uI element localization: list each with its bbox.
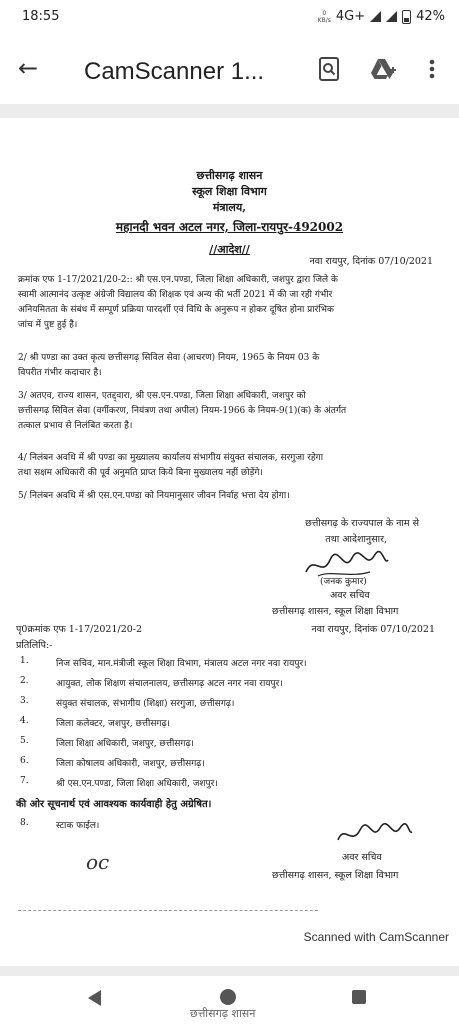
status-icons [318, 9, 445, 24]
copy-list-item: जिला कोषालय अधिकारी, जशपुर, छत्तीसगढ़। [56, 759, 205, 769]
network-speed: 0 KB/s [317, 9, 331, 24]
doc-paragraph-5: 5/ निलंबन अवधि में श्री एस.एन.पण्डा को नियमानुसार जीवन निर्वाह भत्ता देय होगा। [18, 491, 290, 501]
search-in-document-icon[interactable] [316, 56, 342, 82]
doc-paragraph-1-line: जांच में पुष्ट हुई है। [18, 320, 78, 330]
doc-governor-line-2: तथा आदेशानुसार, [325, 534, 387, 545]
doc-signatory-name: (जनक कुमार) [320, 577, 367, 587]
doc-paragraph-4-line: 4/ निलंबन अवधि में श्री पण्डा का मुख्यालय कार्यालय संभागीय संयुक्त संचालक, सरगुजा रहेगा [18, 453, 324, 463]
nav-back-icon[interactable] [88, 990, 101, 1006]
doc-address: महानदी भवन अटल नगर, जिला-रायपुर-492002 [115, 220, 344, 234]
doc-signatory-department: छत्तीसगढ़ शासन, स्कूल शिक्षा विभाग [272, 606, 399, 617]
doc-forward-note: की ओर सूचनार्थ एवं आवश्यक कार्यवाही हेतु अग्रेषित। [16, 799, 212, 810]
doc-endorsement-date: नवा रायपुर, दिनांक 07/10/2021 [311, 624, 435, 635]
back-arrow-icon[interactable]: ← [18, 54, 39, 82]
signature-image-2 [334, 818, 414, 850]
battery-icon [402, 10, 411, 24]
add-to-drive-icon[interactable] [370, 56, 396, 82]
camscanner-watermark: Scanned with CamScanner [303, 930, 449, 944]
copy-list-item: आयुक्त, लोक शिक्षण संचालनालय, छत्तीसगढ़ अटल नगर नवा रायपुर। [56, 679, 283, 689]
doc-paragraph-3-line: 3/ अतएव, राज्य शासन, एतद्द्वारा, श्री एस.एन.पण्डा, जिला शिक्षा अधिकारी, जशपुर को [18, 391, 306, 401]
battery-level: 42% [416, 9, 445, 24]
scanned-document-page [0, 118, 459, 966]
handwritten-oc-note: oc [86, 850, 110, 874]
doc-heading-department: स्कूल शिक्षा विभाग [192, 185, 267, 198]
doc-paragraph-2-line: विपरीत गंभीर कदाचार है। [18, 368, 102, 378]
copy-list-number: 2. [20, 676, 29, 686]
doc-paragraph-3-line: छत्तीसगढ़ सिविल सेवा (वर्गीकरण, नियंत्रण तथा अपील) नियम-1966 के नियम-9(1)(क) के अंतर्गत [18, 406, 347, 416]
doc-order-title: //आदेश// [209, 243, 250, 256]
copy-list-item: संयुक्त संचालक, संभागीय (शिक्षा) सरगुजा, छत्तीसगढ़। [56, 699, 235, 709]
copy-list-item: जिला शिक्षा अधिकारी, जशपुर, छत्तीसगढ़। [56, 739, 194, 749]
doc-paragraph-1-line: अनियमितता के संबंध में सम्पूर्ण प्रक्रिया पारदर्शी एवं विधि के अनुरूप न होकर दूषित होना प्रारंभिक [18, 305, 334, 315]
doc-endorsement-number: पृ0क्रमांक एफ 1-17/2021/20-2 [16, 624, 143, 635]
status-time: 18:55 [22, 9, 60, 24]
copy-list-number: 3. [20, 696, 29, 706]
doc-paragraph-4-line: तथा सक्षम अधिकारी की पूर्व अनुमति प्राप्त किये बिना मुख्यालय नहीं छोड़ेंगे। [18, 468, 263, 478]
next-page-peek: छत्तीसगढ़ शासन [190, 1007, 256, 1020]
copy-list-item: श्री एस.एन.पण्डा, जिला शिक्षा अधिकारी, जशपुर। [56, 779, 218, 789]
doc-paragraph-2-line: 2/ श्री पण्डा का उक्त कृत्य छत्तीसगढ़ सिविल सेवा (आचरण) नियम, 1965 के नियम 03 के [18, 353, 320, 363]
doc-paragraph-3-line: तत्काल प्रभाव से निलंबित करता है। [18, 421, 133, 431]
status-bar [0, 0, 459, 34]
system-navigation-bar [0, 976, 459, 1024]
doc-paragraph-1-line: क्रमांक एफ 1-17/2021/20-2:: श्री एस.एन.पण्डा, जिला शिक्षा अधिकारी, जशपुर द्वारा जिले के [18, 275, 338, 285]
copy-list-item: स्टाक फाईल। [56, 821, 100, 831]
doc-paragraph-1-line: स्वामी आत्मानंद उत्कृष्ट अंग्रेजी विद्यालय की शिक्षक एवं अन्य की भर्ती 2021 में की जा रही गंभीर [18, 290, 333, 300]
signal-icon [370, 11, 381, 22]
copy-list-number: 1. [20, 656, 29, 666]
document-viewer[interactable] [0, 118, 459, 966]
doc-signatory-designation-2: अवर सचिव [342, 852, 382, 863]
doc-heading-ministry: मंत्रालय, [212, 201, 247, 214]
signal-icon-2 [386, 11, 397, 22]
copy-list-number: 5. [20, 736, 29, 746]
nav-recents-icon[interactable] [352, 990, 366, 1004]
doc-bottom-divider [18, 910, 318, 911]
doc-governor-line-1: छत्तीसगढ़ के राज्यपाल के नाम से [305, 518, 419, 529]
network-type: 4G+ [335, 9, 366, 24]
copy-list-item: जिला कलेक्टर, जशपुर, छत्तीसगढ़। [56, 719, 170, 729]
app-bar [0, 34, 459, 104]
nav-home-icon[interactable] [220, 989, 236, 1005]
copy-list-number: 8. [20, 818, 29, 828]
doc-signatory-department-2: छत्तीसगढ़ शासन, स्कूल शिक्षा विभाग [272, 870, 399, 881]
copy-list-number: 7. [20, 776, 29, 786]
copy-list-number: 6. [20, 756, 29, 766]
doc-signatory-designation: अवर सचिव [330, 590, 370, 601]
doc-heading-government: छत्तीसगढ़ शासन [196, 169, 263, 182]
doc-copy-to: प्रतिलिपि:- [16, 640, 53, 651]
copy-list-item: निज सचिव, मान.मंत्रीजी स्कूल शिक्षा विभाग, मंत्रालय अटल नगर नवा रायपुर। [56, 659, 307, 669]
document-title: CamScanner 1... [84, 58, 265, 85]
copy-list-number: 4. [20, 716, 29, 726]
more-vert-icon[interactable] [420, 56, 444, 82]
doc-date: नवा रायपुर, दिनांक 07/10/2021 [309, 256, 433, 267]
